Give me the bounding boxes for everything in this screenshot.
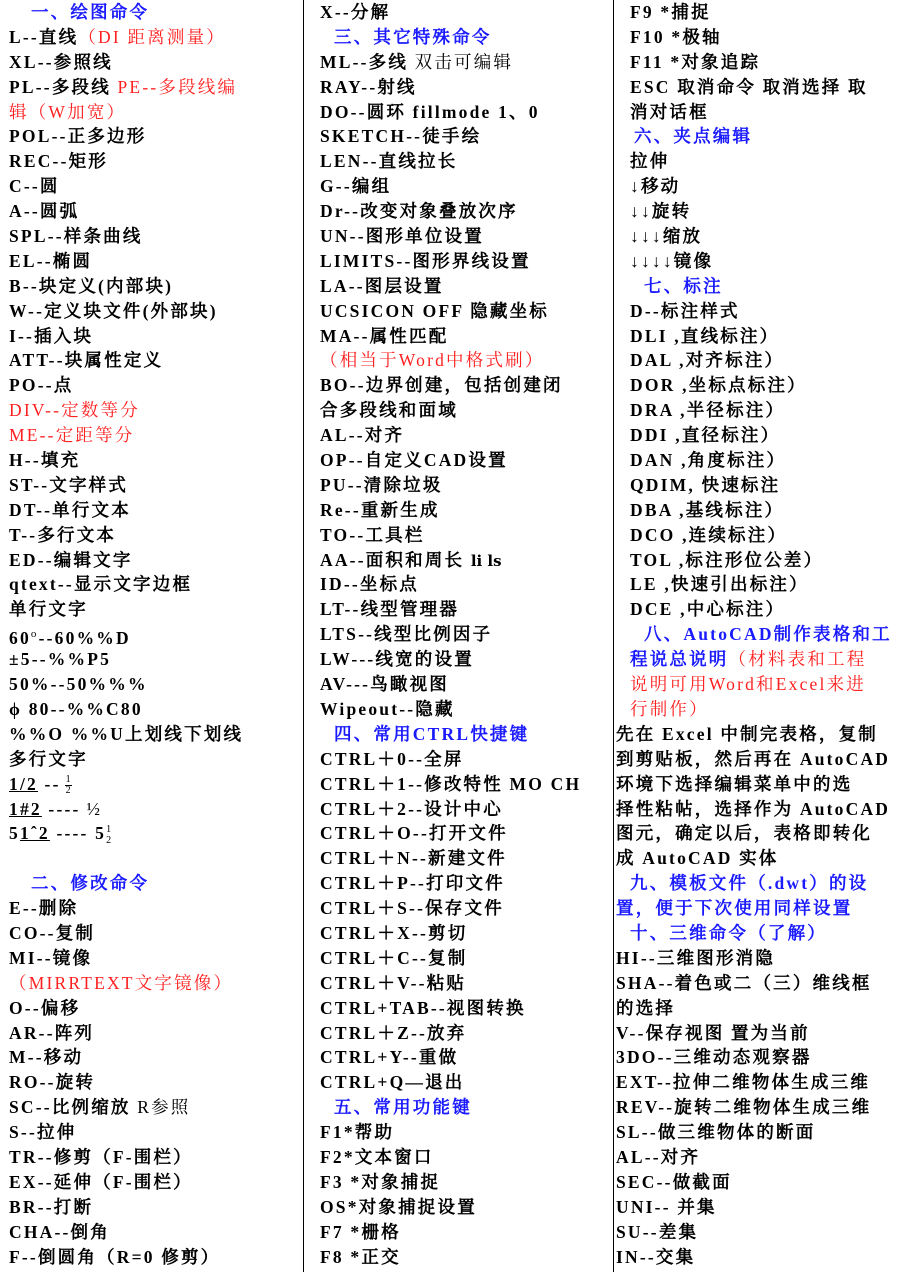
cmd-circle: C--圆 [9, 176, 60, 197]
cmd-3dorbit: 3DO--三维动态观察器 [616, 1047, 812, 1068]
shortcut-ctrl-x: CTRL＋X--剪切 [320, 922, 468, 943]
paragraph-line: 先在 Excel 中制完表格，复制 [616, 723, 878, 744]
section-title-ctrl: 四、常用CTRL快捷键 [334, 723, 530, 744]
cmd-group: G--编组 [320, 176, 392, 197]
shortcut-ctrl-v: CTRL＋V--粘贴 [320, 972, 467, 993]
cmd-slice: SL--做三维物体的断面 [616, 1122, 816, 1143]
section-title-modify: 二、修改命令 [31, 873, 150, 894]
cmd-pline [9, 75, 303, 100]
shortcut-ctrl-p: CTRL＋P--打印文件 [320, 873, 505, 894]
cmd-limits: LIMITS--图形界线设置 [320, 250, 531, 271]
cmd-style: ST--文字样式 [9, 474, 129, 495]
shortcut-ctrl-s: CTRL＋S--保存文件 [320, 898, 504, 919]
dim-angular: DAN ,角度标注） [630, 450, 787, 471]
cmd-units: UN--图形单位设置 [320, 226, 484, 247]
cmd-stretch: S--拉伸 [9, 1122, 77, 1143]
note-text: 辑（W加宽） [9, 101, 127, 122]
subheading-multi-text: 多行文字 [9, 748, 88, 769]
grip-rotate: ↓↓旋转 [630, 201, 692, 222]
section-title-tables-cont [630, 647, 922, 672]
cmd-regen: Re--重新生成 [320, 499, 440, 520]
paragraph-line: 到剪贴板，然后再在 AutoCAD [616, 748, 891, 769]
section-title-template-cont: 置，便于下次使用同样设置 [616, 898, 853, 919]
code-text: ---- [41, 798, 81, 819]
cmd-ucsicon: UCSICON OFF 隐藏坐标 [320, 300, 549, 321]
fkey-f11: F11 *对象追踪 [630, 51, 761, 72]
code-text: --60%%D [38, 628, 131, 649]
cmd-array: AR--阵列 [9, 1022, 95, 1043]
dim-aligned: DAL ,对齐标注） [630, 350, 785, 371]
cmd-measure: ME--定距等分 [9, 425, 135, 446]
cmd-scale [9, 1095, 303, 1120]
cmd-intersect: IN--交集 [616, 1246, 696, 1267]
cmd-extrude: EXT--拉伸二维物体生成三维 [616, 1072, 871, 1093]
cmd-move: M--移动 [9, 1047, 84, 1068]
fraction-denominator: 2 [65, 785, 71, 797]
cmd-dtext: DT--单行文本 [9, 499, 131, 520]
code-diameter: ϕ 80--%%C80 [9, 698, 143, 719]
fraction-numerator: 1 [65, 774, 71, 786]
code-overline-underline: %%O %%U上划线下划线 [9, 723, 244, 744]
code-text: 1ˆ2 [19, 823, 50, 844]
note-text: 说明可用Word和Excel来进 [630, 674, 866, 695]
cmd-align-3d: AL--对齐 [616, 1146, 701, 1167]
code-text: 5 [9, 823, 20, 844]
dim-leader: LE ,快速引出标注） [630, 574, 809, 595]
shortcut-ctrl-o: CTRL＋O--打开文件 [320, 823, 508, 844]
heading-text: 程说总说明 [630, 649, 729, 670]
cmd-revolve: REV--旋转二维物体生成三维 [616, 1097, 872, 1118]
cmd-view: V--保存视图 置为当前 [616, 1022, 810, 1043]
code-fraction-hash [9, 797, 303, 822]
cmd-matchprop: MA--属性匹配 [320, 325, 449, 346]
shortcut-ctrl-2: CTRL＋2--设计中心 [320, 798, 503, 819]
dim-tolerance: TOL ,标注形位公差） [630, 549, 824, 570]
section-title-dimension: 七、标注 [644, 275, 723, 296]
cmd-lineweight: LW---线宽的设置 [320, 649, 474, 670]
cmd-line [9, 25, 303, 50]
cmd-donut: DO--圆环 fillmode 1、0 [320, 101, 540, 122]
code-percent: 50%--50%%% [9, 674, 148, 695]
cmd-union: UNI-- 并集 [616, 1196, 717, 1217]
dim-style: D--标注样式 [630, 300, 740, 321]
cmd-divide: DIV--定数等分 [9, 400, 140, 421]
fkey-f8: F8 *正交 [320, 1246, 401, 1267]
cmd-ltscale: LTS--线型比例因子 [320, 624, 493, 645]
cmd-boundary: BO--边界创建，包括创建闭 [320, 375, 563, 396]
fkey-f3: F3 *对象捕捉 [320, 1171, 441, 1192]
section-title-template: 九、模板文件（.dwt）的设 [630, 873, 869, 894]
stacked-tolerance [106, 824, 111, 846]
cmd-polygon: POL--正多边形 [9, 126, 147, 147]
dim-linear: DLI ,直线标注） [630, 325, 780, 346]
note-text: （材料表和工程 [728, 649, 867, 670]
note-text: 双击可编辑 [408, 51, 514, 72]
section-title-tables: 八、AutoCAD制作表格和工 [644, 624, 892, 645]
cmd-explode: X--分解 [320, 2, 391, 22]
cmd-arc: A--圆弧 [9, 201, 80, 222]
cmd-ellipse: EL--椭圆 [9, 250, 93, 271]
key-esc-cont: 消对话框 [630, 101, 709, 122]
cmd-shade: SHA--着色或二（三）维线框 [616, 972, 872, 993]
grip-stretch: 拉伸 [630, 151, 670, 172]
cmd-text: L--直线 [9, 26, 79, 47]
subheading-single-text: 单行文字 [9, 599, 88, 620]
cmd-text: PL--多段线 [9, 76, 111, 97]
dim-quick: QDIM, 快速标注 [630, 474, 781, 495]
cmd-chamfer: CHA--倒角 [9, 1221, 110, 1242]
cmd-hide: HI--三维图形消隐 [616, 947, 776, 968]
cmd-hatch: H--填充 [9, 450, 81, 471]
tolerance-upper: 1 [106, 824, 112, 836]
cmd-ray: RAY--射线 [320, 76, 417, 97]
shortcut-ctrl-n: CTRL＋N--新建文件 [320, 848, 507, 869]
note-text: R参照 [130, 1097, 191, 1118]
grip-move: ↓移动 [630, 176, 681, 197]
stacked-fraction [65, 775, 72, 796]
cmd-attdef: ATT--块属性定义 [9, 350, 164, 371]
cmd-rotate: RO--旋转 [9, 1072, 96, 1093]
shortcut-ctrl-q: CTRL+Q—退出 [320, 1072, 465, 1093]
section-title-grips: 六、夹点编辑 [634, 126, 753, 147]
code-text: -- [37, 773, 61, 794]
dim-center: DCE ,中心标注） [630, 599, 786, 620]
degree-symbol: o [30, 628, 39, 641]
code-degree [9, 622, 303, 647]
cmd-wblock: W--定义块文件(外部块) [9, 300, 218, 321]
cmd-mline [320, 50, 613, 75]
cmd-rectangle: REC--矩形 [9, 151, 109, 172]
cmd-osnap-settings: OS*对象捕捉设置 [320, 1196, 477, 1217]
shortcut-ctrl-tab: CTRL+TAB--视图转换 [320, 997, 526, 1018]
code-fraction-caret [9, 821, 303, 846]
cmd-options: OP--自定义CAD设置 [320, 450, 508, 471]
cmd-shade-cont: 的选择 [616, 997, 676, 1018]
note-format-painter: （相当于Word中格式刷） [320, 350, 545, 371]
cmd-offset: O--偏移 [9, 997, 81, 1018]
note-text: PE--多段线编 [117, 76, 238, 97]
cmd-id: ID--坐标点 [320, 574, 420, 595]
cmd-draworder: Dr--改变对象叠放次序 [320, 201, 518, 222]
code-text: ---- 5 [49, 823, 107, 844]
paragraph-line: 成 AutoCAD 实体 [616, 848, 779, 869]
dim-diameter: DDI ,直径标注） [630, 425, 781, 446]
cmd-block: B--块定义(内部块) [9, 275, 174, 296]
cmd-qtext: qtext--显示文字边框 [9, 574, 193, 595]
cmd-insert: I--插入块 [9, 325, 94, 346]
fkey-f2: F2*文本窗口 [320, 1146, 434, 1167]
paragraph-line: 图元，确定以后，表格即转化 [616, 823, 873, 844]
note-mirrtext: （MIRRTEXT文字镜像） [9, 972, 234, 993]
cmd-aerial-view: AV---鸟瞰视图 [320, 674, 450, 695]
cmd-xline: XL--参照线 [9, 51, 113, 72]
cmd-text: SC--比例缩放 [9, 1097, 131, 1118]
fkey-f1: F1*帮助 [320, 1122, 395, 1143]
cmd-wipeout: Wipeout--隐藏 [320, 698, 455, 719]
section-title-special: 三、其它特殊命令 [334, 26, 492, 47]
dim-radius: DRA ,半径标注） [630, 400, 786, 421]
note-text: li ls [470, 551, 502, 570]
shortcut-ctrl-0: CTRL＋0--全屏 [320, 748, 464, 769]
cmd-fillet: F--倒圆角（R=0 修剪） [9, 1246, 221, 1267]
tolerance-lower: 2 [106, 835, 112, 847]
cmd-extend: EX--延伸（F-围栏） [9, 1171, 193, 1192]
cmd-lengthen: LEN--直线拉长 [320, 151, 458, 172]
cmd-mtext: T--多行文本 [9, 524, 117, 545]
column-special-ctrl-fkeys [303, 0, 613, 1272]
spacer [9, 846, 303, 871]
diagonal-fraction: ½ [86, 798, 101, 819]
cmd-point: PO--点 [9, 375, 74, 396]
code-plusminus: ±5--%%P5 [9, 649, 112, 670]
section-title-3d: 十、三维命令（了解） [630, 922, 827, 943]
cmd-purge: PU--清除垃圾 [320, 474, 443, 495]
note-text: 行制作） [630, 698, 709, 719]
cmd-text: ML--多线 [320, 51, 409, 72]
shortcut-ctrl-1: CTRL＋1--修改特性 MO CH [320, 773, 582, 794]
cmd-toolbar: TO--工具栏 [320, 524, 425, 545]
cmd-text: AA--面积和周长 [320, 549, 465, 570]
cmd-area [320, 548, 613, 573]
code-text: 1/2 [9, 773, 38, 794]
cmd-layer: LA--图层设置 [320, 275, 444, 296]
fkey-f7: F7 *栅格 [320, 1221, 401, 1242]
note-text: （DI 距离测量） [78, 26, 226, 47]
grip-scale: ↓↓↓缩放 [630, 226, 703, 247]
cmd-ddedit: ED--编辑文字 [9, 549, 133, 570]
cmd-spline: SPL--样条曲线 [9, 226, 143, 247]
dim-baseline: DBA ,基线标注） [630, 499, 785, 520]
paragraph-line: 择性粘帖，选择作为 AutoCAD [616, 798, 891, 819]
key-esc: ESC 取消命令 取消选择 取 [630, 76, 868, 97]
section-title-fkeys: 五、常用功能键 [334, 1097, 472, 1118]
cmd-subtract: SU--差集 [616, 1221, 699, 1242]
code-fraction-slash [9, 772, 303, 797]
column-drawing-modify [0, 0, 303, 1272]
dim-ordinate: DOR ,坐标点标注） [630, 375, 807, 396]
shortcut-ctrl-y: CTRL+Y--重做 [320, 1047, 459, 1068]
cmd-trim: TR--修剪（F-围栏） [9, 1146, 193, 1167]
cmd-copy: CO--复制 [9, 922, 96, 943]
cmd-sketch: SKETCH--徒手绘 [320, 126, 482, 147]
shortcut-ctrl-c: CTRL＋C--复制 [320, 947, 468, 968]
cmd-align: AL--对齐 [320, 425, 405, 446]
paragraph-line: 环境下选择编辑菜单中的选 [616, 773, 853, 794]
cmd-erase: E--删除 [9, 898, 79, 919]
column-grips-dims-3d [613, 0, 922, 1272]
section-title-drawing: 一、绘图命令 [31, 2, 150, 22]
code-text: 1#2 [9, 798, 42, 819]
cmd-mirror: MI--镜像 [9, 947, 93, 968]
cmd-break: BR--打断 [9, 1196, 94, 1217]
fkey-f9: F9 *捕捉 [630, 2, 711, 22]
cmd-section: SEC--做截面 [616, 1171, 732, 1192]
dim-continue: DCO ,连续标注） [630, 524, 788, 545]
cmd-boundary-cont: 合多段线和面域 [320, 400, 458, 421]
fkey-f10: F10 *极轴 [630, 26, 722, 47]
code-text: 60 [9, 628, 31, 649]
grip-mirror: ↓↓↓↓镜像 [630, 250, 714, 271]
shortcut-ctrl-z: CTRL＋Z--放弃 [320, 1022, 467, 1043]
cmd-linetype: LT--线型管理器 [320, 599, 460, 620]
